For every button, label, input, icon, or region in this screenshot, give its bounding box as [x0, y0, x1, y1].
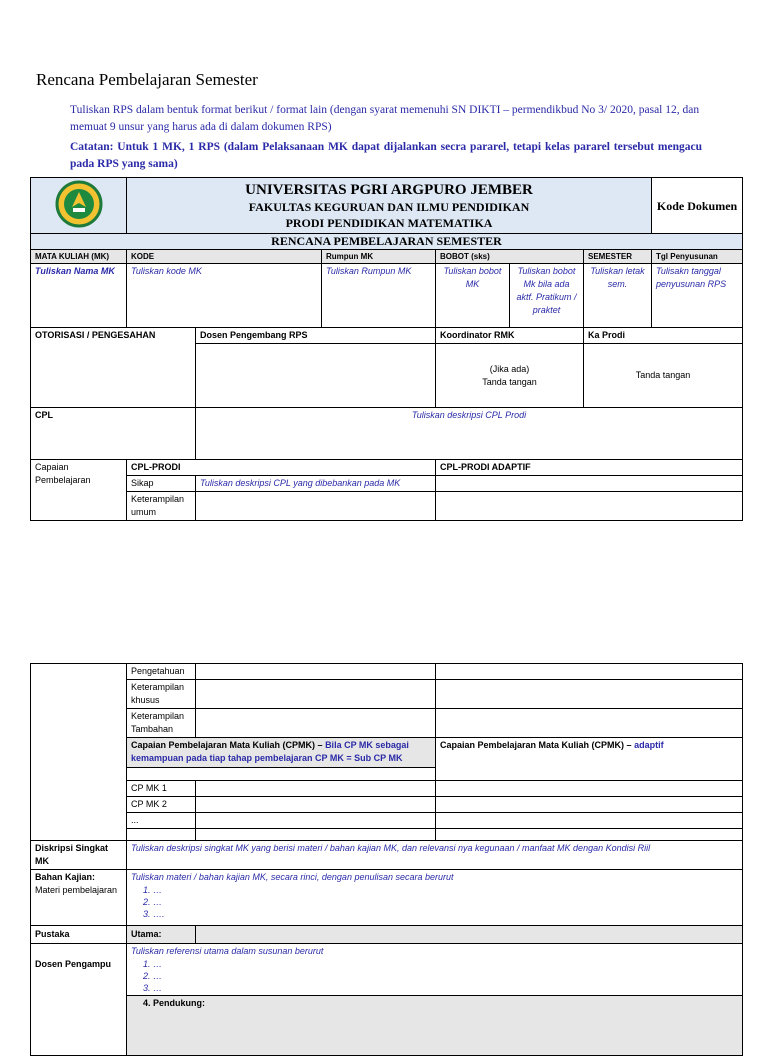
intro-text: Tuliskan RPS dalam bentuk format berikut / format lain (dengan syarat memenuhi SN DIKTI – permendikbud No 3/ 2020, pasal 12, dan memuat 9 unsur yang harus ada di dalam dokumen RPS) [70, 104, 700, 133]
list-item: 1. … [153, 884, 738, 896]
dosen-pengembang-label: Dosen Pengembang RPS [196, 328, 436, 344]
referensi-note: Tuliskan referensi utama dalam susunan berurut [131, 946, 324, 956]
cpmk-more-desc [196, 813, 436, 829]
otorisasi-label: OTORISASI / PENGESAHAN [31, 328, 196, 408]
ket-tambahan-adaptif [436, 709, 743, 738]
list-item: 2. … [153, 896, 738, 908]
rps-title: RENCANA PEMBELAJARAN SEMESTER [31, 234, 743, 250]
rps-table-top [30, 177, 743, 521]
pustaka-utama-fill [196, 926, 743, 944]
col-rumpun: Rumpun MK [322, 250, 436, 264]
capaian-filler-a [127, 829, 196, 841]
value-tgl: Tulisakn tanggal penyusunan RPS [652, 264, 743, 328]
cpmk-note: Bila CP MK sebagai kemampuan pada tiap tahap pembelajaran CP MK = Sub CP MK [131, 740, 409, 763]
value-bobot2: Tuliskan bobot Mk bila ada aktf. Pratikum / praktet [510, 264, 584, 328]
capaian-label: Capaian Pembelajaran [31, 460, 127, 521]
bahan-list [131, 884, 738, 920]
cpmk-adaptif-label: Capaian Pembelajaran Mata Kuliah (CPMK) – [440, 740, 635, 750]
diskripsi-value: Tuliskan deskripsi singkat MK yang berisi materi / bahan kajian MK, dan relevansi nya kegunaan / manfaat MK dengan Kondisi Riil [127, 841, 743, 870]
tanda-tangan-kaprodi: Tanda tangan [584, 344, 743, 408]
cpl-value: Tuliskan deskripsi CPL Prodi [196, 408, 743, 460]
materi-label: Materi pembelajaran [35, 885, 118, 895]
ket-khusus-adaptif [436, 680, 743, 709]
kode-dokumen: Kode Dokumen [652, 178, 743, 234]
capaian-filler-b [196, 829, 436, 841]
dosen-pengembang-sign [196, 344, 436, 408]
cpmk-more-adaptif [436, 813, 743, 829]
cpmk-label: Capaian Pembelajaran Mata Kuliah (CPMK) – [131, 740, 326, 750]
rps-table-bottom [30, 663, 743, 1056]
tanda-tangan-koordinator: Tanda tangan [482, 376, 537, 387]
faculty-name: FAKULTAS KEGURUAN DAN ILMU PENDIDIKAN [248, 199, 530, 214]
page-heading: Rencana Pembelajaran Semester [36, 70, 258, 89]
cpl-prodi-header: CPL-PRODI [127, 460, 436, 476]
list-item: 1. … [153, 958, 738, 970]
ket-tambahan-desc [196, 709, 436, 738]
prodi-name: PRODI PENDIDIKAN MATEMATIKA [285, 215, 493, 230]
pengetahuan-desc [196, 664, 436, 680]
value-semester: Tuliskan letak sem. [584, 264, 652, 328]
cpmk2-adaptif [436, 797, 743, 813]
cpl-label: CPL [31, 408, 196, 460]
diskripsi-label: Diskripsi Singkat MK [31, 841, 127, 870]
sikap-adaptif [436, 476, 743, 492]
pustaka-label: Pustaka [31, 926, 127, 944]
cpmk-more-label: ... [127, 813, 196, 829]
cpmk-adaptif-note: adaptif [634, 740, 664, 750]
value-rumpun: Tuliskan Rumpun MK [322, 264, 436, 328]
koordinator-label: Koordinator RMK [436, 328, 584, 344]
ket-khusus-label: Keterampilan khusus [127, 680, 196, 709]
sikap-label: Sikap [127, 476, 196, 492]
sikap-desc: Tuliskan deskripsi CPL yang dibebankan pada MK [196, 476, 436, 492]
catatan-note: Catatan: Untuk 1 MK, 1 RPS (dalam Pelaksanaan MK dapat dijalankan secra pararel, tetapi kelas pararel tersebut mengacu pada RPS yang sama) [70, 141, 702, 170]
cpmk-spacer [127, 768, 436, 781]
cpmk2-desc [196, 797, 436, 813]
referensi-list [131, 958, 738, 994]
col-semester: SEMESTER [584, 250, 652, 264]
list-item: 3. … [153, 982, 738, 994]
university-name: UNIVERSITAS PGRI ARGPURO JEMBER [245, 181, 533, 198]
kaprodi-label: Ka Prodi [584, 328, 743, 344]
capaian-filler-c [436, 829, 743, 841]
cpmk1-adaptif [436, 781, 743, 797]
jika-ada: (Jika ada) [489, 363, 530, 374]
list-item: 3. …. [153, 908, 738, 920]
cpl-adaptif-header: CPL-PRODI ADAPTIF [436, 460, 743, 476]
bahan-kajian-value: Tuliskan materi / bahan kajian MK, secara rinci, dengan penulisan secara berurut [131, 872, 454, 882]
pendukung-label: 4. Pendukung: [153, 997, 738, 1009]
pustaka-utama: Utama: [127, 926, 196, 944]
bahan-kajian-label: Bahan Kajian: [35, 872, 96, 882]
ket-umum-adaptif [436, 492, 743, 521]
pengetahuan-label: Pengetahuan [127, 664, 196, 680]
capaian-continued [31, 664, 127, 841]
value-bobot1: Tuliskan bobot MK [436, 264, 510, 328]
cpmk1-label: CP MK 1 [127, 781, 196, 797]
university-logo [31, 178, 127, 234]
cpmk2-label: CP MK 2 [127, 797, 196, 813]
ket-umum-desc [196, 492, 436, 521]
value-kode: Tuliskan kode MK [127, 264, 322, 328]
col-bobot: BOBOT (sks) [436, 250, 584, 264]
col-tgl: Tgl Penyusunan [652, 250, 743, 264]
col-mk: MATA KULIAH (MK) [31, 250, 127, 264]
value-mk: Tuliskan Nama MK [31, 264, 127, 328]
ket-khusus-desc [196, 680, 436, 709]
dosen-pengampu-label: Dosen Pengampu [31, 944, 127, 1056]
pengetahuan-adaptif [436, 664, 743, 680]
list-item: 2. … [153, 970, 738, 982]
cpmk1-desc [196, 781, 436, 797]
col-kode: KODE [127, 250, 322, 264]
ket-umum-label: Keterampilan umum [127, 492, 196, 521]
ket-tambahan-label: Keterampilan Tambahan [127, 709, 196, 738]
